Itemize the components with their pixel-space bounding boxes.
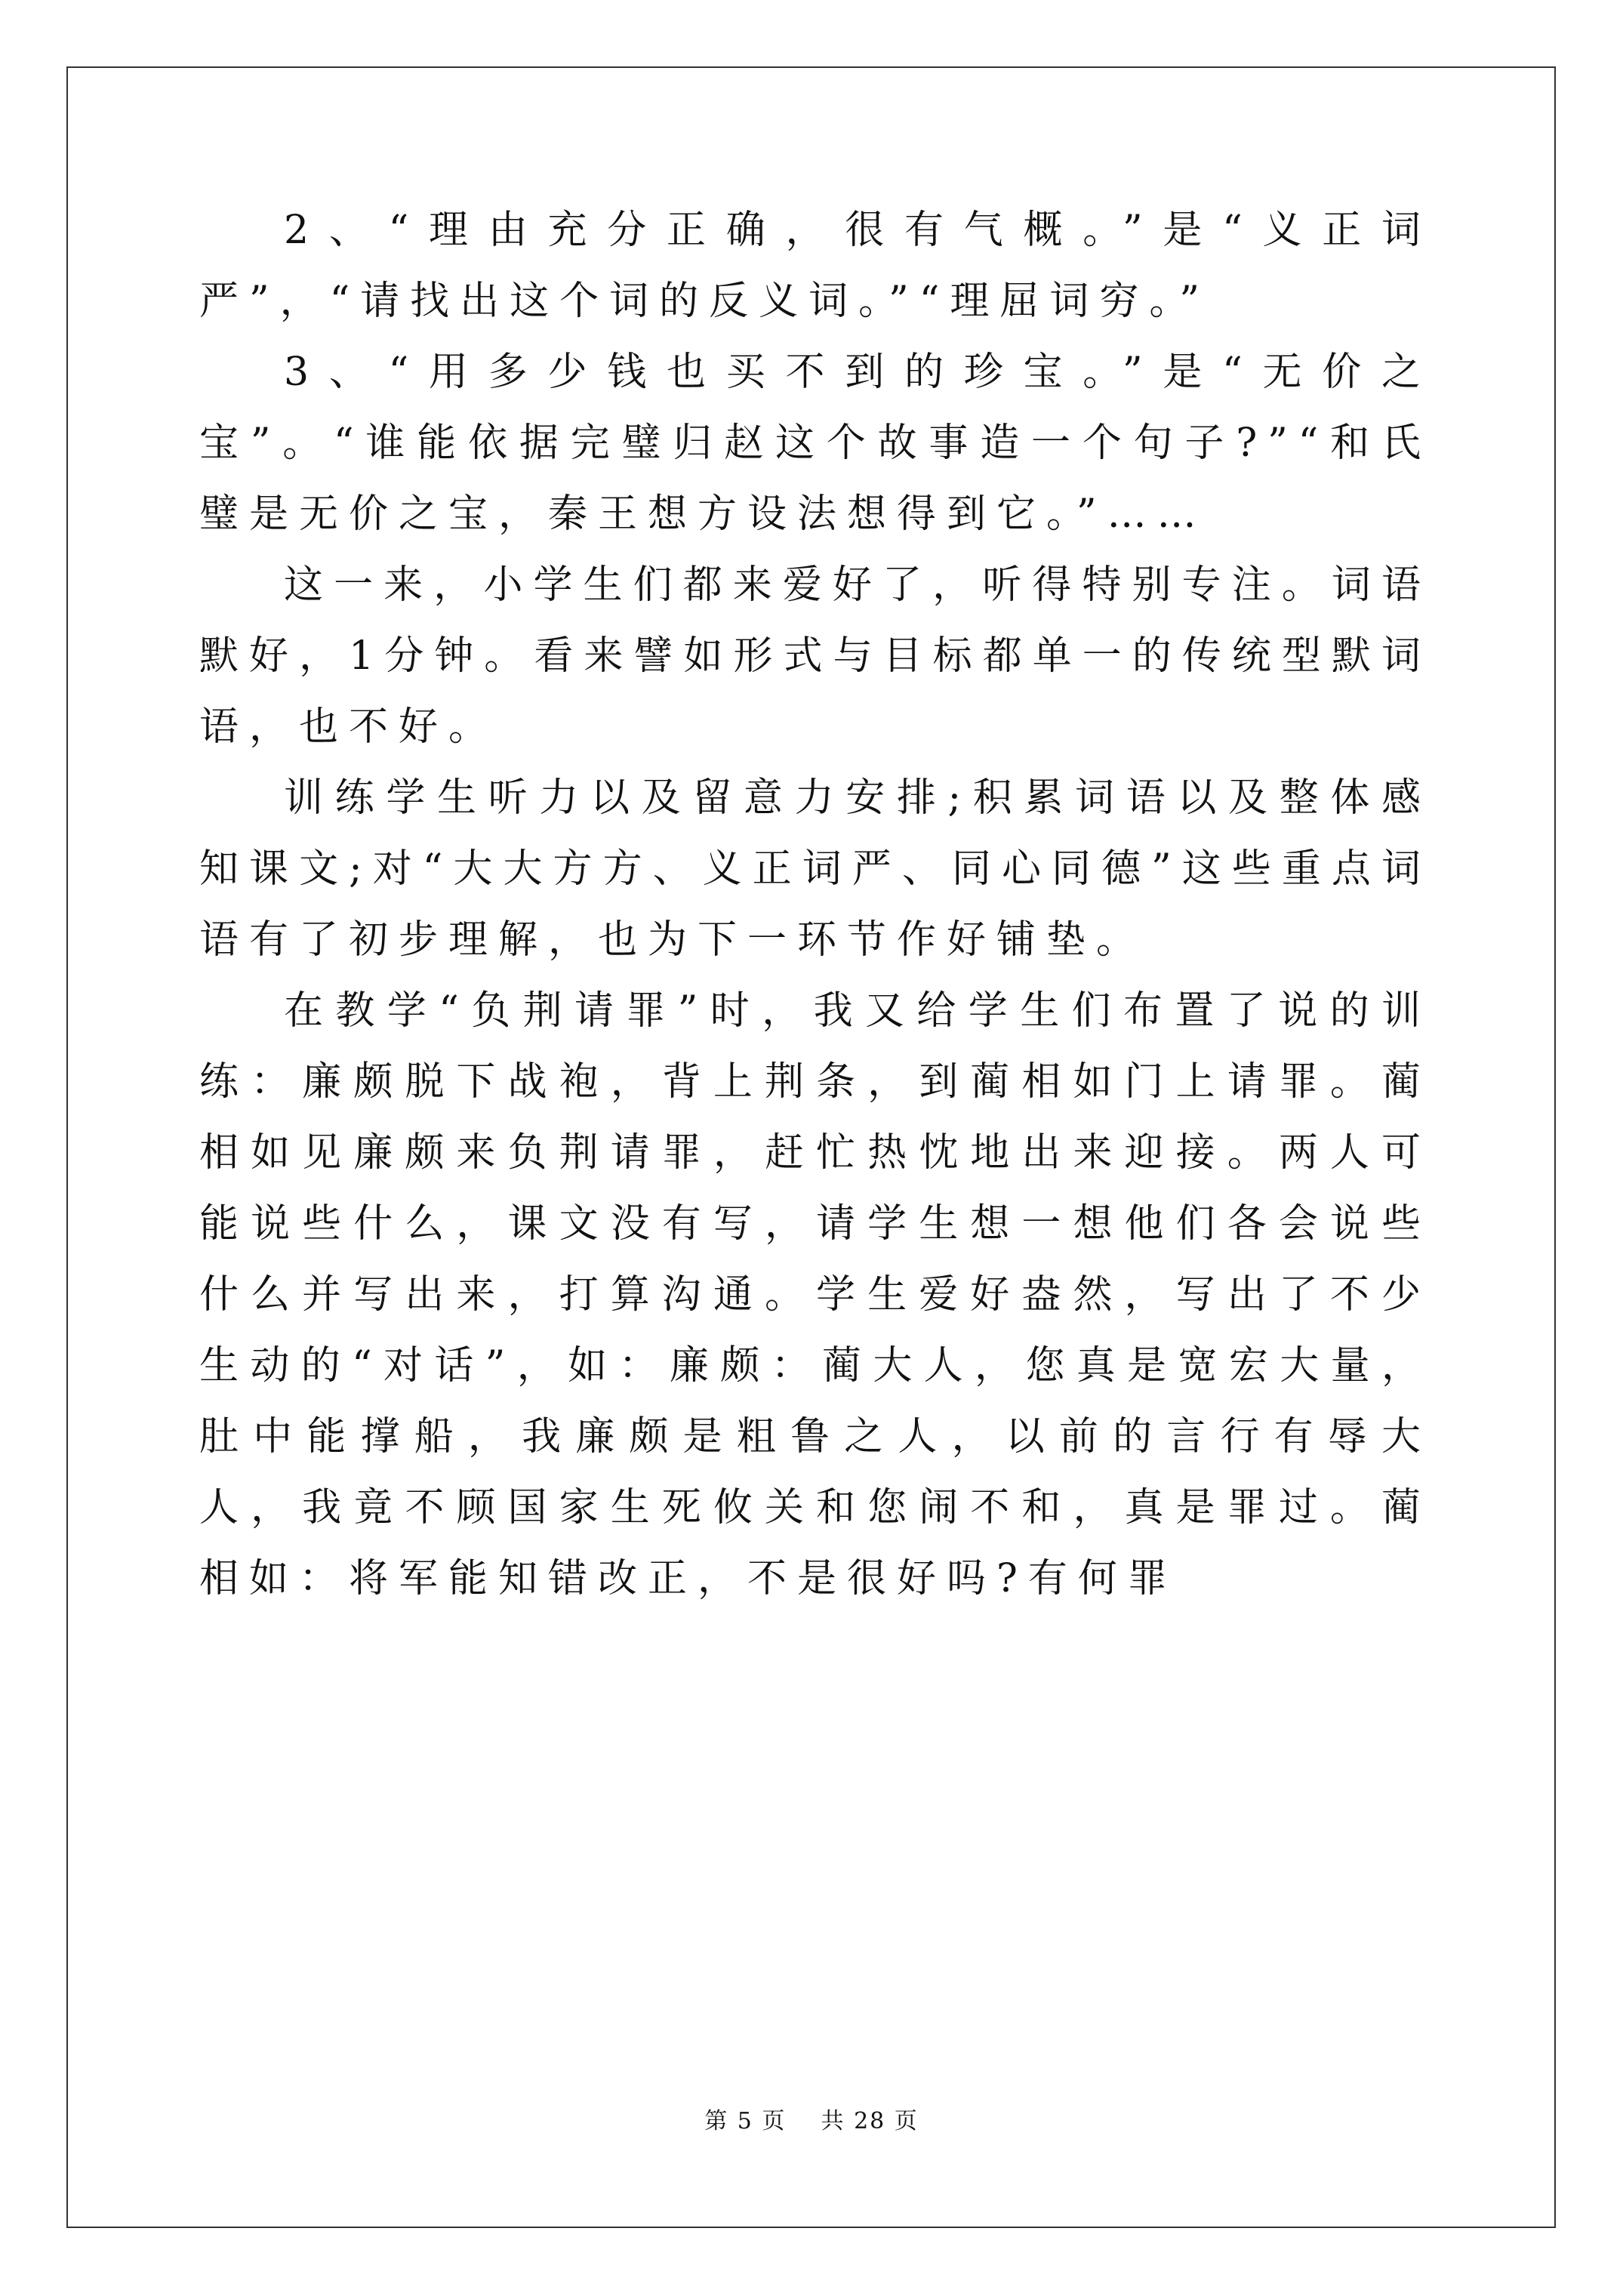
document-body	[199, 195, 1431, 1614]
total-pages: 共 28 页	[821, 2108, 919, 2134]
page-footer	[0, 2102, 1623, 2135]
paragraph-1: 2、“理由充分正确，很有气概。”是“义正词严”，“请找出这个词的反义词。”“理屈词穷。”	[199, 208, 1431, 324]
paragraph-2: 3、“用多少钱也买不到的珍宝。”是“无价之宝”。“谁能依据完璧归赵这个故事造一个句子?”“和氏璧是无价之宝，秦王想方设法想得到它。”……	[199, 350, 1431, 537]
paragraph-3: 这一来，小学生们都来爱好了，听得特别专注。词语默好，1分钟。看来譬如形式与目标都单一的传统型默词语，也不好。	[199, 562, 1431, 750]
page-number: 第 5 页	[704, 2108, 787, 2134]
paragraph-5: 在教学“负荆请罪”时，我又给学生们布置了说的训练：廉颇脱下战袍，背上荆条，到蔺相如门上请罪。蔺相如见廉颇来负荆请罪，赶忙热忱地出来迎接。两人可能说些什么，课文没有写，请学生想一想他们各会说些什么并写出来，打算沟通。学生爱好盎然，写出了不少生动的“对话”，如：廉颇：蔺大人，您真是宽宏大量，肚中能撑船，我廉颇是粗鲁之人，以前的言行有辱大人，我竟不顾国家生死攸关和您闹不和，真是罪过。蔺相如：将军能知错改正，不是很好吗?有何罪	[199, 988, 1431, 1601]
paragraph-4: 训练学生听力以及留意力安排;积累词语以及整体感知课文;对“大大方方、义正词严、同心同德”这些重点词语有了初步理解，也为下一环节作好铺垫。	[199, 775, 1431, 963]
